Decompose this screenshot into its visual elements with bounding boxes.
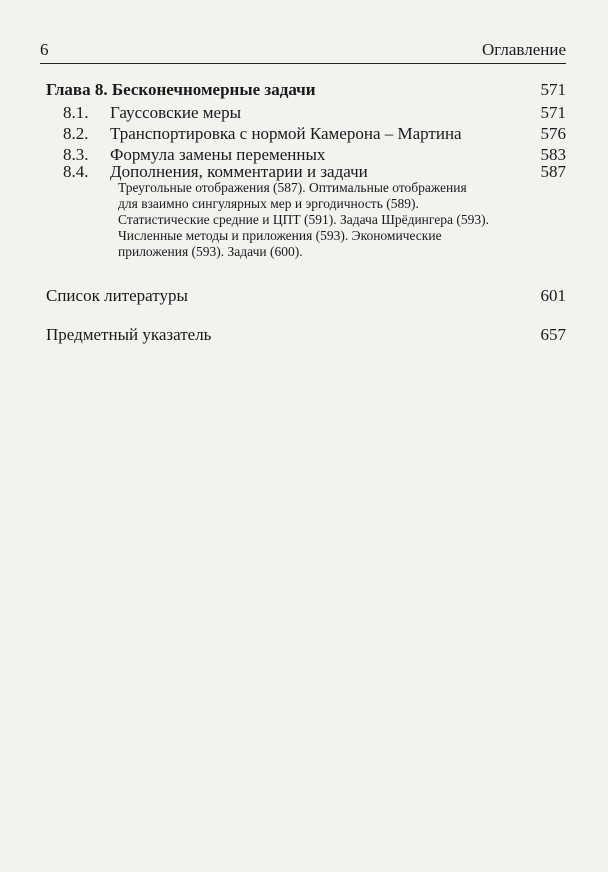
section-number: 8.4. [63,162,89,181]
section-title: Формула замены переменных [110,145,326,164]
section-note [118,180,528,260]
section-page: 583 [540,145,566,164]
note-line: Треугольные отображения (587). Оптимальные отображения [118,180,467,195]
section-number: 8.3. [63,145,89,164]
section-title: Дополнения, комментарии и задачи [110,162,368,181]
note-line: для взаимно сингулярных мер и эргодичность (589). [118,196,419,211]
page-header [40,40,566,62]
note-line: Численные методы и приложения (593). Экономические [118,228,442,243]
section-page: 571 [540,103,566,122]
section-page: 576 [540,124,566,143]
chapter-title: Глава 8. Бесконечномерные задачи [46,80,316,99]
entry-page: 657 [540,325,566,344]
entry-title: Список литературы [46,286,188,305]
section-page: 587 [540,162,566,181]
note-line: Статистические средние и ЦПТ (591). Задача Шрёдингера (593). [118,212,489,227]
note-line: приложения (593). Задачи (600). [118,244,303,259]
section-number: 8.2. [63,124,89,143]
section-number: 8.1. [63,103,89,122]
section-title: Транспортировка с нормой Камерона – Мартина [110,124,462,143]
entry-title: Предметный указатель [46,325,212,344]
header-rule [40,63,566,64]
running-title: Оглавление [482,40,566,59]
entry-page: 601 [540,286,566,305]
page-number: 6 [40,40,49,59]
section-title: Гауссовские меры [110,103,242,122]
chapter-page: 571 [540,80,566,99]
